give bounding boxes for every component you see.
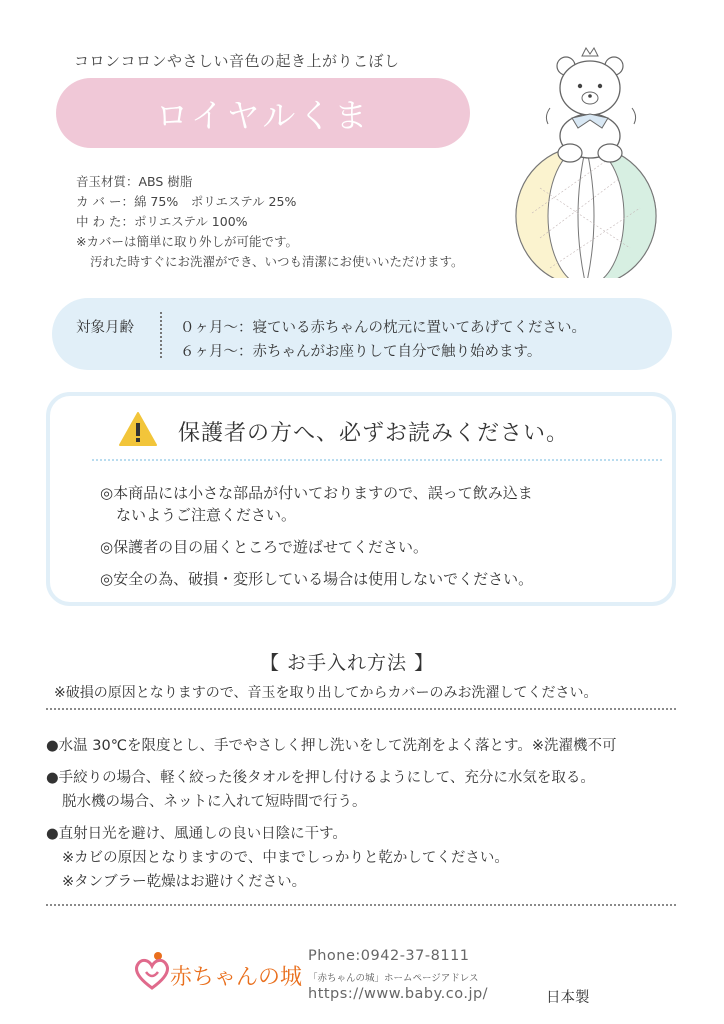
homepage-url[interactable]: https://www.baby.co.jp/	[308, 986, 489, 1002]
warning-small-parts	[100, 482, 533, 526]
material-specs	[76, 172, 464, 272]
bear	[546, 48, 635, 162]
care-item-wringing-line2: 脱水機の場合、ネットに入れて短時間で行う。	[62, 794, 367, 810]
spec-cover: カ バ ー：綿 75% ポリエステル 25%	[76, 194, 297, 209]
age-6-months: ６ヶ月〜：赤ちゃんがお座りして自分で触り始めます。	[180, 344, 542, 360]
care-item-water-temperature: ●水温 30℃を限度とし、手でやさしく押し洗いをして洗剤をよく落とす。※洗濯機不可	[46, 738, 617, 754]
warning-small-parts-line2: ないようご注意ください。	[116, 506, 297, 524]
care-divider-top	[46, 708, 676, 710]
warning-damage: ◎安全の為、破損・変形している場合は使用しないでください。	[100, 570, 534, 588]
care-item-drying-line1: ●直射日光を避け、風通しの良い日陰に干す。	[46, 826, 347, 842]
made-in-japan: 日本製	[546, 990, 590, 1006]
spec-sound-ball: 音玉材質：ABS 樹脂	[76, 174, 193, 189]
warning-divider	[92, 459, 662, 461]
care-item-drying	[46, 822, 509, 894]
brand-heart-logo-icon	[132, 950, 172, 992]
spec-filling: 中 わ た：ポリエステル 100%	[76, 214, 248, 229]
care-item-wringing	[46, 766, 595, 814]
spec-note-removable: ※カバーは簡単に取り外しが可能です。	[76, 234, 298, 249]
warning-small-parts-line1: ◎本商品には小さな部品が付いておりますので、誤って飲み込ま	[100, 484, 533, 502]
care-item-drying-line3: ※タンブラー乾燥はお避けください。	[62, 874, 307, 890]
contact-phone: Phone:0942-37-8111	[308, 948, 470, 964]
bear-ball-illustration	[510, 38, 670, 278]
care-divider-bottom	[46, 904, 676, 906]
brand-name: 赤ちゃんの城	[170, 965, 303, 990]
product-title: ロイヤルくま	[155, 95, 371, 135]
care-title: 【 お手入れ方法 】	[260, 652, 435, 674]
product-subtitle: コロンコロンやさしい音色の起き上がりこぼし	[74, 52, 400, 70]
title-banner	[56, 78, 470, 148]
age-0-months: ０ヶ月〜：寝ている赤ちゃんの枕元に置いてあげてください。	[180, 320, 586, 336]
warning-title: 保護者の方へ、必ずお読みください。	[178, 421, 570, 446]
ball	[516, 146, 656, 278]
age-divider	[160, 312, 162, 358]
spec-note-washable: 汚れた時すぐにお洗濯ができ、いつも清潔にお使いいただけます。	[90, 254, 464, 269]
homepage-caption: 「赤ちゃんの城」ホームページアドレス	[308, 973, 479, 984]
warning-supervision: ◎保護者の目の届くところで遊ばせてください。	[100, 538, 428, 556]
target-age-label: 対象月齢	[76, 320, 134, 336]
care-item-drying-line2: ※カビの原因となりますので、中までしっかりと乾かしてください。	[62, 850, 509, 866]
care-item-wringing-line1: ●手絞りの場合、軽く絞った後タオルを押し付けるようにして、充分に水気を取る。	[46, 770, 595, 786]
warning-icon	[118, 411, 158, 447]
care-note: ※破損の原因となりますので、音玉を取り出してからカバーのみお洗濯してください。	[54, 685, 598, 701]
